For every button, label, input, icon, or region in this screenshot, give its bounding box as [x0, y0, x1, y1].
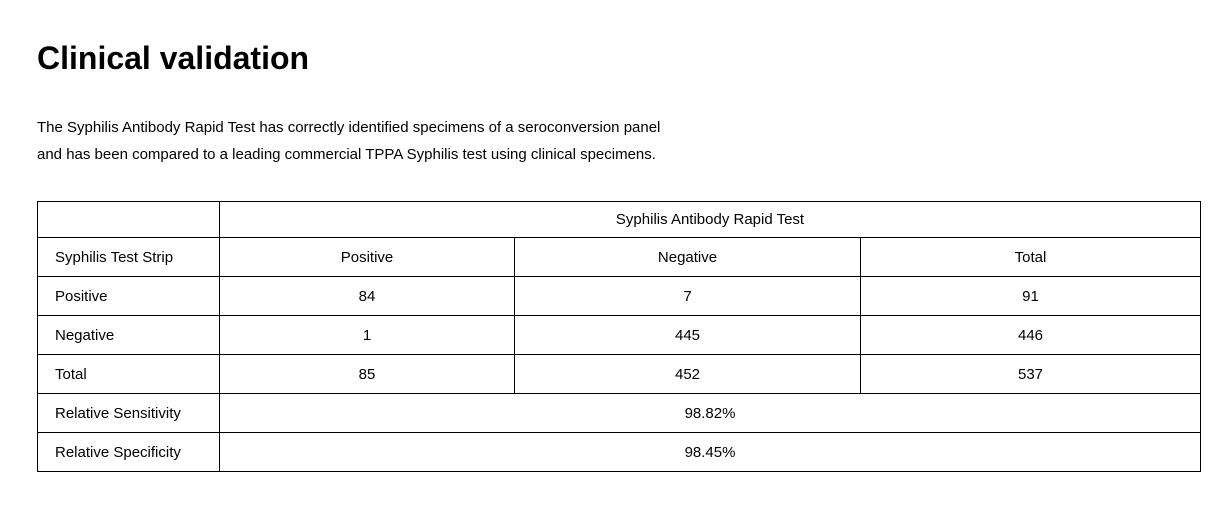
specificity-label: Relative Specificity: [38, 433, 220, 472]
intro-line-2: and has been compared to a leading commercial TPPA Syphilis test using clinical specimens.: [37, 146, 656, 163]
column-header-row: [38, 238, 1201, 277]
table-cell: 537: [861, 355, 1201, 394]
sensitivity-label: Relative Sensitivity: [38, 394, 220, 433]
sensitivity-row: [38, 394, 1201, 433]
table-cell: 452: [515, 355, 861, 394]
table-cell: 445: [515, 316, 861, 355]
row-label: Positive: [38, 277, 220, 316]
group-header-cell: Syphilis Antibody Rapid Test: [220, 202, 1201, 238]
table-header-row: [38, 202, 1201, 238]
table-cell: 1: [220, 316, 515, 355]
table-row: [38, 355, 1201, 394]
column-header-total: Total: [861, 238, 1201, 277]
row-label: Negative: [38, 316, 220, 355]
column-header-positive: Positive: [220, 238, 515, 277]
table-cell: 446: [861, 316, 1201, 355]
table-cell: 7: [515, 277, 861, 316]
table-row: [38, 277, 1201, 316]
intro-line-1: The Syphilis Antibody Rapid Test has correctly identified specimens of a seroconversion panel: [37, 119, 661, 136]
row-label: Total: [38, 355, 220, 394]
validation-table: [37, 201, 1201, 472]
table-row: [38, 316, 1201, 355]
corner-label-cell: Syphilis Test Strip: [38, 238, 220, 277]
table-cell: 84: [220, 277, 515, 316]
column-header-negative: Negative: [515, 238, 861, 277]
table-cell: 85: [220, 355, 515, 394]
specificity-value: 98.45%: [220, 433, 1201, 472]
sensitivity-value: 98.82%: [220, 394, 1201, 433]
specificity-row: [38, 433, 1201, 472]
empty-corner-cell: [38, 202, 220, 238]
table-cell: 91: [861, 277, 1201, 316]
page-title: Clinical validation: [37, 40, 310, 76]
intro-paragraph: [37, 114, 757, 168]
